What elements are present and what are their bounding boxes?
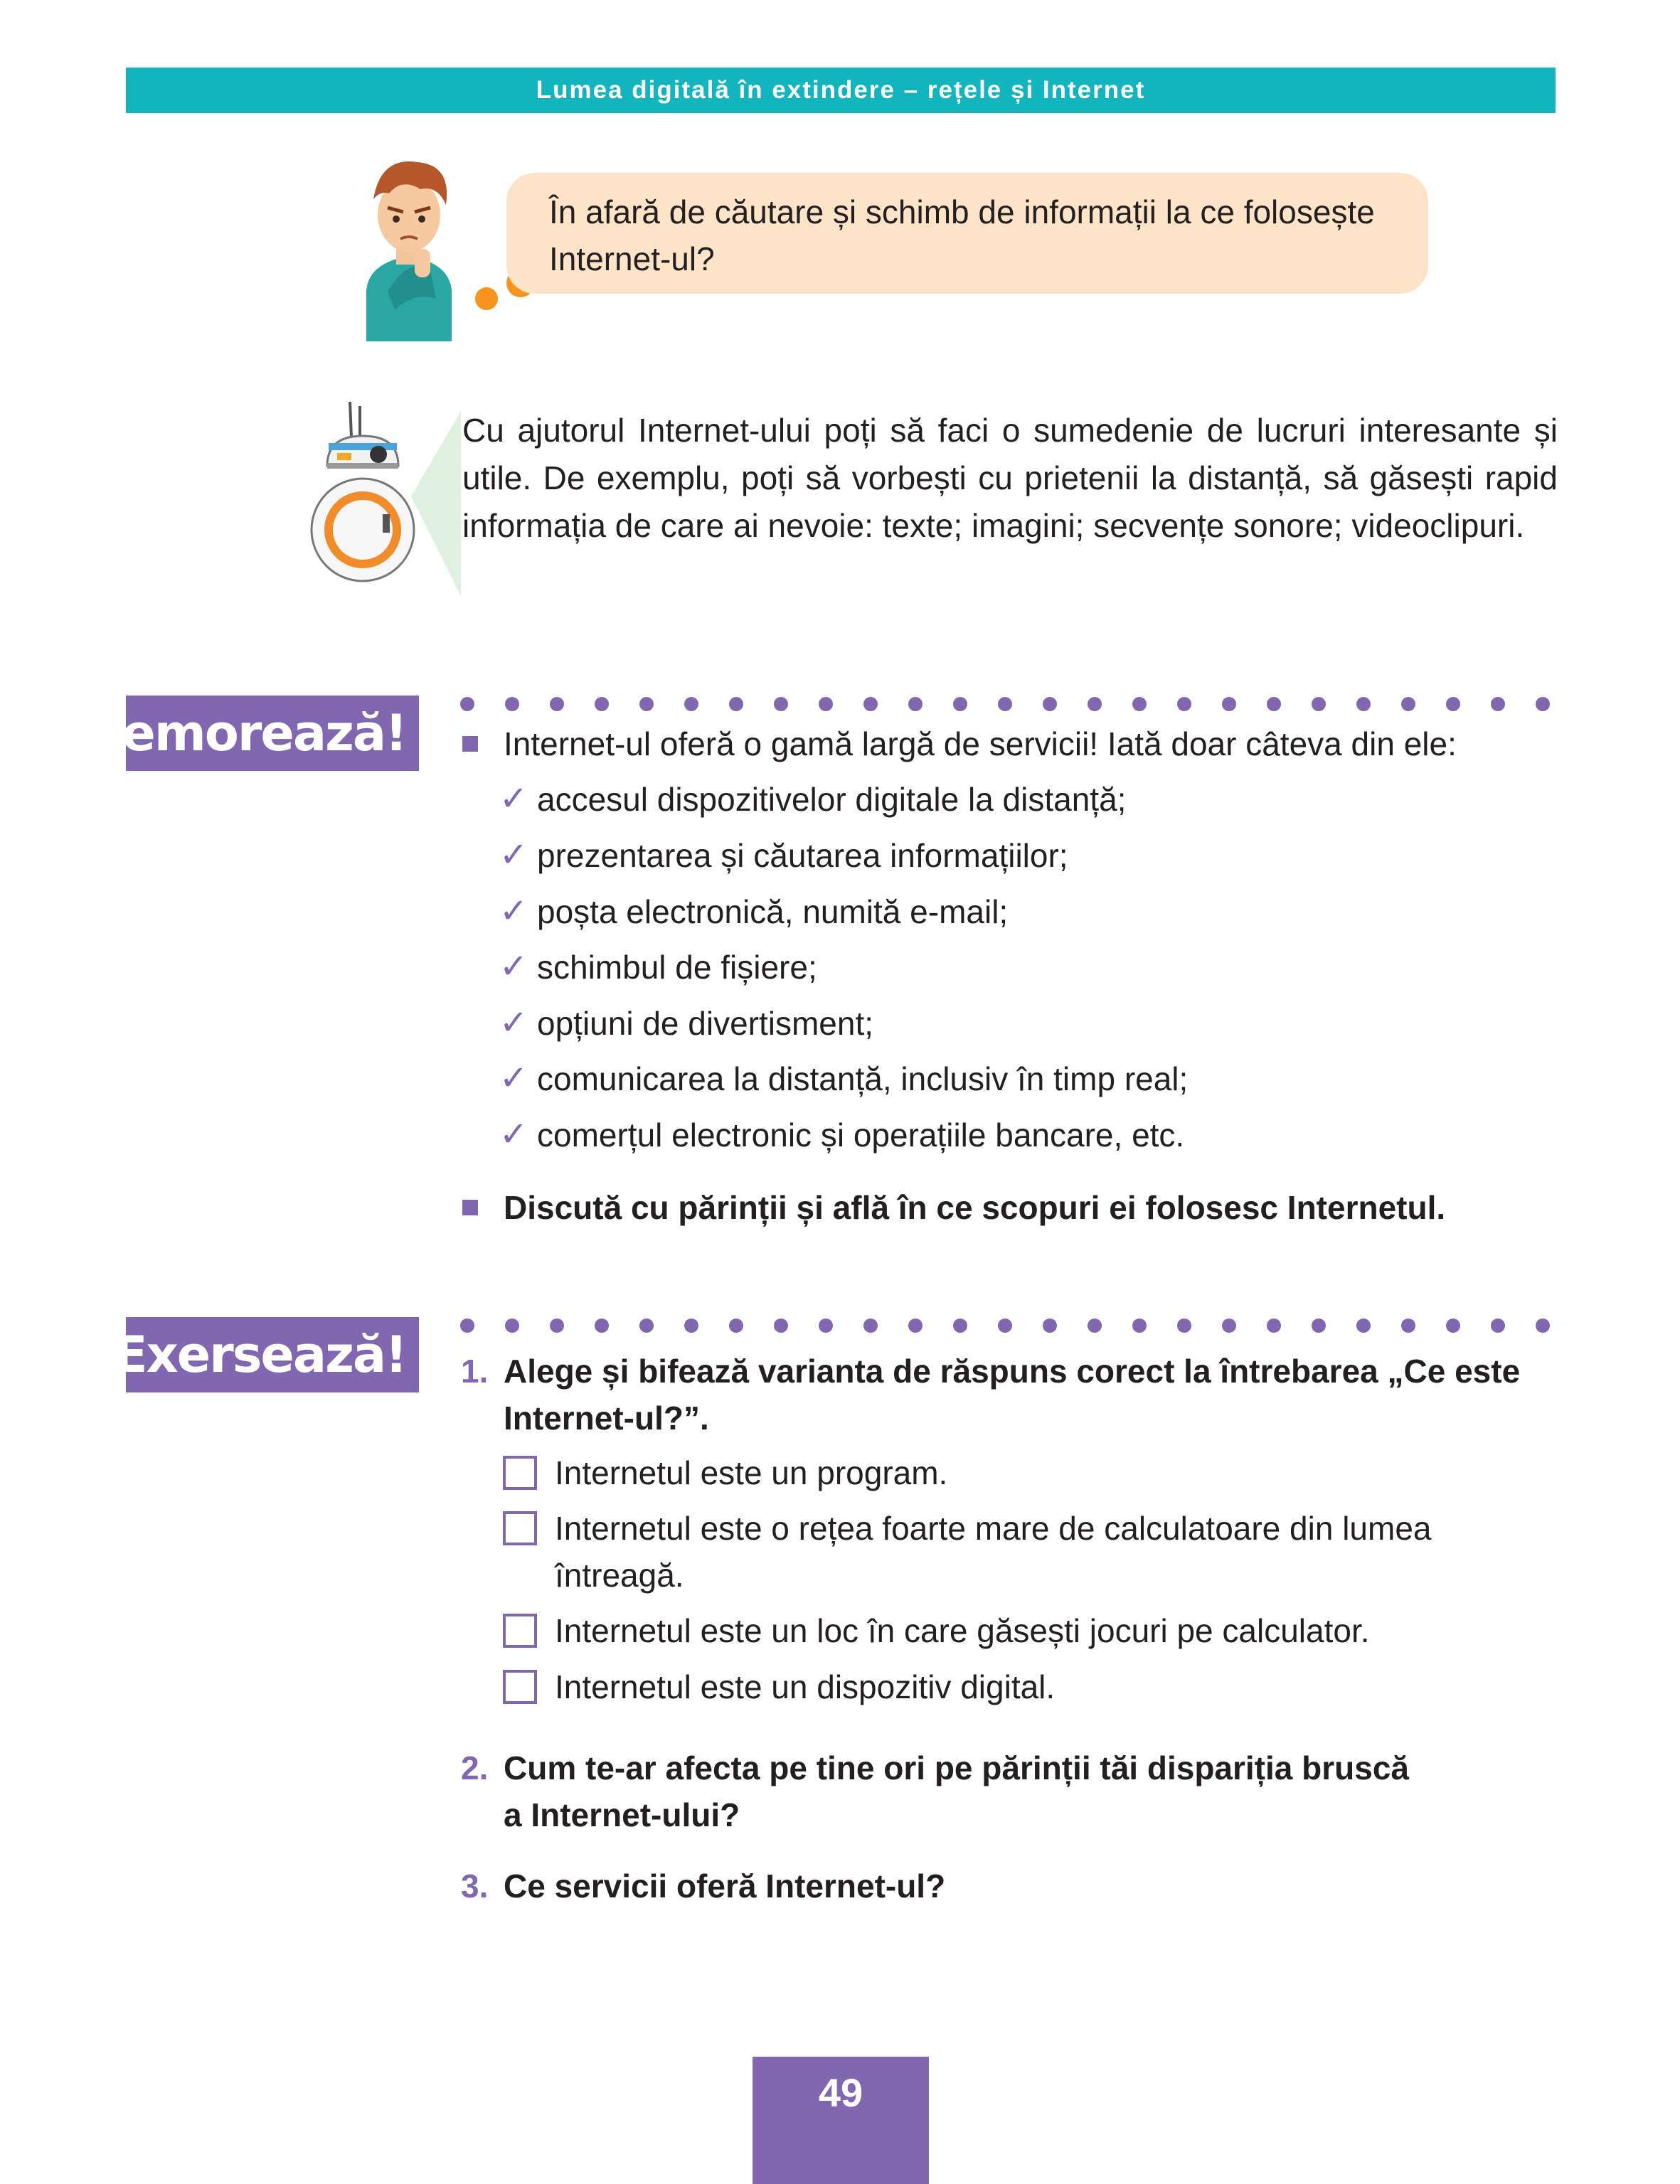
bullet-square [462,736,478,752]
service-item: accesul dispozitivelor digitale la distanță; [537,781,1127,818]
dotted-divider [459,696,1558,713]
question-number: 1. [461,1353,489,1390]
check-icon: ✓ [499,780,528,818]
answer-option: Internetul este o rețea foarte mare de calculatoare din lumea [555,1510,1432,1547]
answer-checkbox[interactable] [503,1670,537,1704]
chapter-header [126,68,1556,113]
memoreaza-tag [73,696,419,771]
question-number: 3. [461,1868,489,1905]
question-number: 2. [461,1749,489,1786]
answer-checkbox[interactable] [503,1511,537,1545]
question-1-text: Alege și bifează varianta de răspuns corect la întrebarea „Ce este [504,1353,1521,1390]
dotted-divider [459,1317,1558,1334]
check-icon: ✓ [499,836,528,874]
answer-option: întreagă. [555,1557,684,1594]
answer-checkbox[interactable] [503,1456,537,1490]
check-icon: ✓ [499,1116,528,1154]
robot-illustration [306,402,420,587]
chapter-title: Lumea digitală în extindere – rețele și Internet [536,76,1146,104]
question-2-text: Cum te-ar afecta pe tine ori pe părinții tăi dispariția bruscă [504,1749,1409,1786]
memoreaza-tag-label: Memorează! [73,704,406,762]
memoreaza-task: Discută cu părinții și află în ce scopuri ei folosesc Internetul. [504,1189,1446,1226]
service-item: schimbul de fișiere; [537,949,817,986]
check-icon: ✓ [499,948,528,986]
service-item: opțiuni de divertisment; [537,1005,874,1042]
service-item: prezentarea și căutarea informațiilor; [537,837,1068,874]
answer-checkbox[interactable] [503,1614,537,1648]
check-icon: ✓ [499,1004,528,1042]
check-icon: ✓ [499,1060,528,1097]
question-bubble [506,173,1428,294]
intro-paragraph: Cu ajutorul Internet-ului poți să faci o sumedenie de lucruri interesante și utile. De exemplu, poți să vorbești cu prietenii la distanță, să găsești rapid informația de care ai nevoie: texte; imagini; secvențe sonore; videoclipuri. [462,412,1558,544]
speech-pointer [411,411,461,596]
check-icon: ✓ [499,893,528,930]
service-item: comerțul electronic și operațiile bancare, etc. [537,1117,1185,1154]
answer-option: Internetul este un dispozitiv digital. [555,1668,1056,1705]
page-number: 49 [818,2070,863,2115]
question-2-text: a Internet-ului? [504,1796,740,1833]
service-item: poșta electronică, numită e-mail; [537,893,1009,930]
exerseaza-tag [113,1317,419,1392]
question-1-text: Internet-ul?”. [504,1400,709,1437]
question-3-text: Ce servicii oferă Internet-ul? [504,1868,946,1905]
exerseaza-tag-label: Exersează! [113,1326,406,1384]
page-number-tab [753,2057,929,2184]
question-text: În afară de căutare și schimb de informații la ce folosește Internet-ul? [549,193,1375,277]
answer-option: Internetul este un program. [555,1454,948,1491]
answer-option: Internetul este un loc în care găsești jocuri pe calculator. [555,1612,1370,1649]
bullet-square [462,1200,478,1215]
thinking-boy-illustration [352,149,466,341]
thought-dot-small [475,287,498,310]
memoreaza-lead: Internet-ul oferă o gamă largă de servicii! Iată doar câteva din ele: [504,725,1457,762]
service-item: comunicarea la distanță, inclusiv în timp real; [537,1060,1189,1097]
